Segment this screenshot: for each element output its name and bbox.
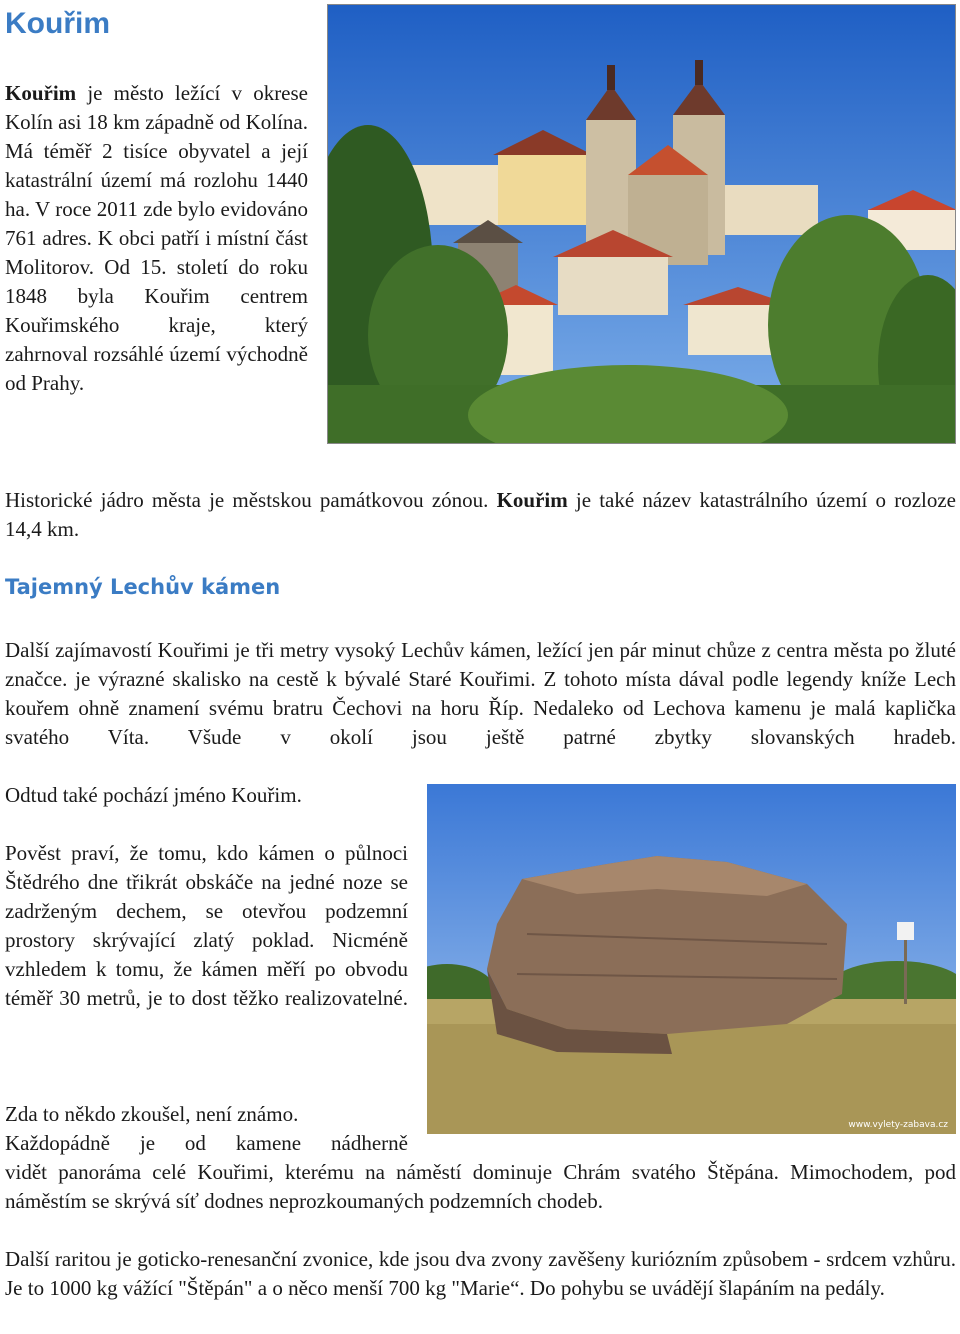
intro-bold-term: Kouřim [5, 81, 77, 105]
legend-paragraph: Pověst praví, že tomu, kdo kámen o půlnoci Štědrého dne třikrát obskáče na jedné noze se zadrženým dechem, se otevřou podzemní prostory skrývající zlatý poklad. Nicméně vzhledem k tomu, že kámen měří po obvodu téměř 30 metrů, je to dost těžko realizovatelné. [5, 841, 408, 1010]
page-title: Kouřim [5, 7, 110, 40]
photo-credit: www.vylety-zabava.cz [848, 1120, 948, 1130]
intro-paragraph [5, 79, 308, 398]
lech-stone-photo [427, 784, 956, 1134]
historic-paragraph [5, 486, 956, 544]
historic-text-before: Historické jádro města je městskou památkovou zónou. [5, 488, 497, 512]
lech-paragraph: Další zajímavostí Kouřimi je tři metry vysoký Lechův kámen, ležící jen pár minut chůze z centra města po žluté značce. je výrazné skalisko na cestě k bývalé Staré Kouřimi. Z tohoto místa dával podle legendy kníže Lech kouřem ohně znamení svému bratru Čechovi na horu Říp. Nedaleko od Lechova kamenu je malá kaplička svatého Víta. Všude v okolí jsou ještě patrné zbytky slovanských hradeb. [5, 638, 956, 749]
belfry-paragraph: Další raritou je goticko-renesanční zvonice, kde jsou dva zvony zavěšeny kuriózním způsobem - srdcem vzhůru. Je to 1000 kg vážící "Štěpán" a o něco menší 700 kg "Marie“. Do pohybu se uvádějí šlapáním na pedály. [5, 1247, 956, 1300]
intro-text: je město ležící v okrese Kolín asi 18 km západně od Kolína. Má téměř 2 tisíce obyvatel a její katastrální území má rozlohu 1440 ha. V roce 2011 zde bylo evidováno 761 adres. K obci patří i místní část Molitorov. Od 15. století do roku 1848 byla Kouřim centrem Kouřimského kraje, který zahrnoval rozsáhlé území východně od Prahy. [5, 81, 308, 395]
kourim-town-photo [327, 4, 956, 444]
panorama-line-1: Zda to někdo zkoušel, není známo. [5, 1102, 299, 1126]
historic-text-after: je také název katastrálního území o rozloze 14,4 km. [5, 488, 956, 541]
section-heading: Tajemný Lechův kámen [5, 575, 281, 599]
lech-last-line: Odtud také pochází jméno Kouřim. [5, 783, 302, 807]
historic-bold-term: Kouřim [496, 488, 568, 512]
panorama-line-2: Každopádně je od kamene nádherně [5, 1131, 408, 1155]
panorama-paragraph: vidět panoráma celé Kouřimi, kterému na náměstí dominuje Chrám svatého Štěpána. Mimochodem, pod náměstím se skrývá síť dodnes neprozkoumaných podzemních chodeb. [5, 1160, 956, 1213]
